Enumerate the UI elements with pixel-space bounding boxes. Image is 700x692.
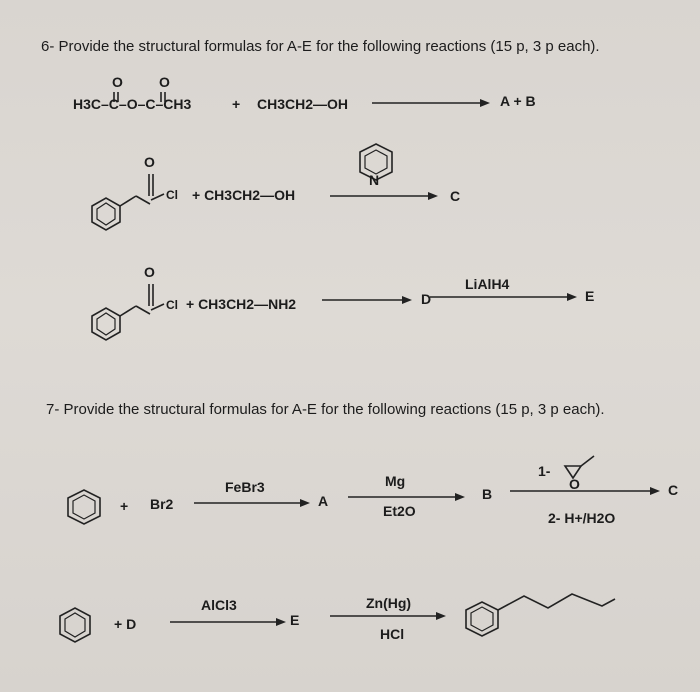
anhydride-formula: H3C–C–O–C–CH3 bbox=[73, 96, 192, 112]
chlorine-label-r2: Cl bbox=[166, 188, 178, 202]
butylbenzene-structure bbox=[466, 594, 615, 636]
bromine-reagent: Br2 bbox=[150, 496, 174, 512]
hcl-reagent: HCl bbox=[380, 626, 405, 642]
chlorine-label-r3: Cl bbox=[166, 298, 178, 312]
ether-solvent: Et2O bbox=[383, 503, 416, 519]
zinc-amalgam-reagent: Zn(Hg) bbox=[366, 595, 412, 611]
febr3-catalyst: FeBr3 bbox=[225, 479, 265, 495]
arrowhead-r3a bbox=[402, 296, 412, 304]
anhydride-oxygen-1: O bbox=[112, 74, 123, 90]
product-e: E bbox=[585, 288, 595, 304]
arrowhead-r1 bbox=[480, 99, 490, 107]
benzene-structure-1 bbox=[68, 490, 100, 524]
arrowhead-q7-1 bbox=[300, 499, 310, 507]
arrowhead-q7-2 bbox=[455, 493, 465, 501]
plus-d-label: + D bbox=[114, 616, 137, 632]
benzoyl-chloride-structure-1 bbox=[92, 174, 164, 230]
arrowhead-r2 bbox=[428, 192, 438, 200]
arrowhead-q7-5 bbox=[436, 612, 446, 620]
lialh4-reagent: LiAlH4 bbox=[465, 276, 510, 292]
epoxide-structure bbox=[565, 456, 594, 478]
ethanol-reagent-r2: + CH3CH2—OH bbox=[192, 187, 296, 203]
question-7-heading: 7- Provide the structural formulas for A-E for the following reactions (15 p, 3 p each). bbox=[46, 401, 605, 418]
arrowhead-q7-3 bbox=[650, 487, 660, 495]
arrowhead-q7-4 bbox=[276, 618, 286, 626]
epoxide-oxygen: O bbox=[569, 476, 580, 492]
product-d: D bbox=[421, 291, 432, 307]
plus-sign-q7: + bbox=[120, 498, 129, 514]
product-c: C bbox=[450, 188, 461, 204]
benzene-structure-2 bbox=[60, 608, 90, 642]
product-b-q7: B bbox=[482, 486, 493, 502]
pyridine-nitrogen: N bbox=[369, 172, 380, 188]
benzoyl-chloride-structure-2 bbox=[92, 284, 164, 340]
product-c-q7: C bbox=[668, 482, 679, 498]
carbonyl-oxygen-r3: O bbox=[144, 264, 155, 280]
ethylamine-reagent: + CH3CH2—NH2 bbox=[186, 296, 297, 312]
carbonyl-oxygen-r2: O bbox=[144, 154, 155, 170]
product-a-q7: A bbox=[318, 493, 329, 509]
plus-sign-r1: + bbox=[232, 96, 241, 112]
step-2-label: 2- H+/H2O bbox=[548, 510, 616, 526]
product-e-q7: E bbox=[290, 612, 300, 628]
anhydride-oxygen-2: O bbox=[159, 74, 170, 90]
step-1-label: 1- bbox=[538, 463, 551, 479]
magnesium-reagent: Mg bbox=[385, 473, 406, 489]
alcl3-catalyst: AlCl3 bbox=[201, 597, 237, 613]
products-a-b: A + B bbox=[500, 93, 536, 109]
ethanol-formula-r1: CH3CH2—OH bbox=[257, 96, 349, 112]
question-6-heading: 6- Provide the structural formulas for A-E for the following reactions (15 p, 3 p each). bbox=[41, 38, 600, 55]
arrowhead-r3b bbox=[567, 293, 577, 301]
